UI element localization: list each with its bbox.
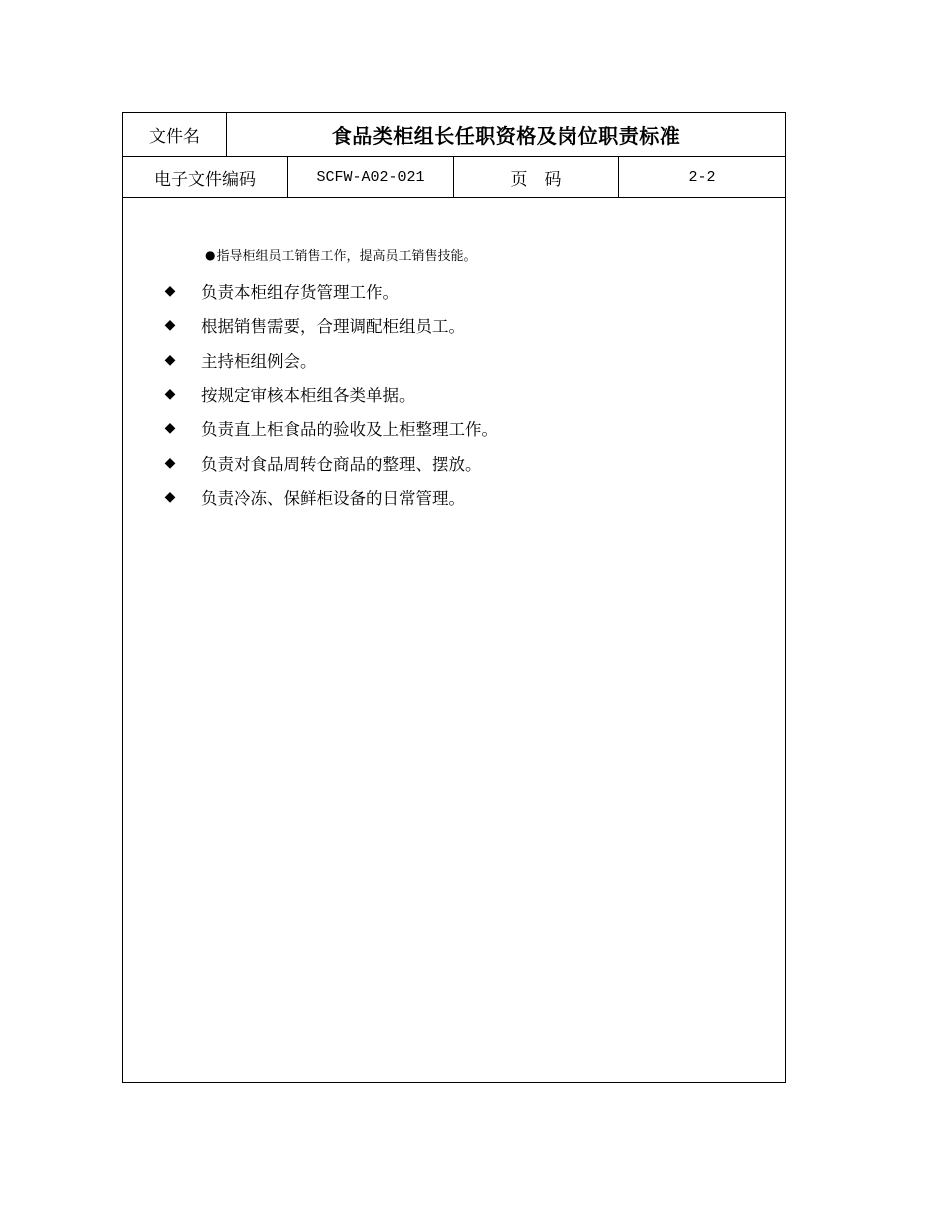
list-item bbox=[163, 445, 498, 479]
list-item-text: 负责对食品周转仓商品的整理、摆放。 bbox=[201, 454, 482, 474]
list-item-text: 负责冷冻、保鲜柜设备的日常管理。 bbox=[201, 488, 465, 508]
file-name-label-cell bbox=[123, 113, 227, 156]
diamond-bullet-icon: ◆ bbox=[164, 488, 176, 505]
diamond-bullet-icon: ◆ bbox=[164, 420, 176, 437]
code-label-cell bbox=[123, 157, 288, 197]
page-value: 2-2 bbox=[688, 168, 716, 186]
list-item bbox=[163, 308, 498, 342]
header-row-title bbox=[123, 113, 785, 157]
list-item bbox=[163, 274, 498, 308]
file-name-label: 文件名 bbox=[149, 127, 200, 147]
document-body bbox=[123, 198, 785, 1082]
diamond-bullet-icon: ◆ bbox=[164, 386, 176, 403]
list-item bbox=[163, 377, 498, 411]
list-item-text: 按规定审核本柜组各类单据。 bbox=[201, 386, 416, 406]
sub-item-text: 指导柜组员工销售工作，提高员工销售技能。 bbox=[216, 249, 477, 264]
page-value-cell bbox=[619, 157, 785, 197]
document-title: 食品类柜组长任职资格及岗位职责标准 bbox=[331, 124, 681, 148]
header-row-meta bbox=[123, 157, 785, 198]
diamond-bullet-icon: ◆ bbox=[164, 283, 176, 300]
sub-item bbox=[205, 245, 477, 264]
page-label: 页 码 bbox=[510, 169, 562, 190]
list-item bbox=[163, 411, 498, 445]
list-item bbox=[163, 343, 498, 377]
diamond-bullet-icon: ◆ bbox=[164, 317, 176, 334]
list-item-text: 主持柜组例会。 bbox=[201, 351, 317, 371]
list-item-text: 根据销售需要，合理调配柜组员工。 bbox=[201, 317, 465, 337]
diamond-bullet-icon: ◆ bbox=[164, 454, 176, 471]
duty-list bbox=[163, 274, 498, 514]
bullet-dot-icon: ● bbox=[205, 247, 216, 262]
document-form bbox=[122, 112, 786, 1083]
page-label-cell bbox=[454, 157, 619, 197]
code-value: SCFW-A02-021 bbox=[316, 168, 425, 186]
code-label: 电子文件编码 bbox=[154, 169, 256, 190]
title-cell bbox=[227, 113, 785, 156]
diamond-bullet-icon: ◆ bbox=[164, 351, 176, 368]
code-value-cell bbox=[288, 157, 454, 197]
list-item-text: 负责本柜组存货管理工作。 bbox=[201, 283, 399, 303]
list-item-text: 负责直上柜食品的验收及上柜整理工作。 bbox=[201, 420, 498, 440]
list-item bbox=[163, 480, 498, 514]
